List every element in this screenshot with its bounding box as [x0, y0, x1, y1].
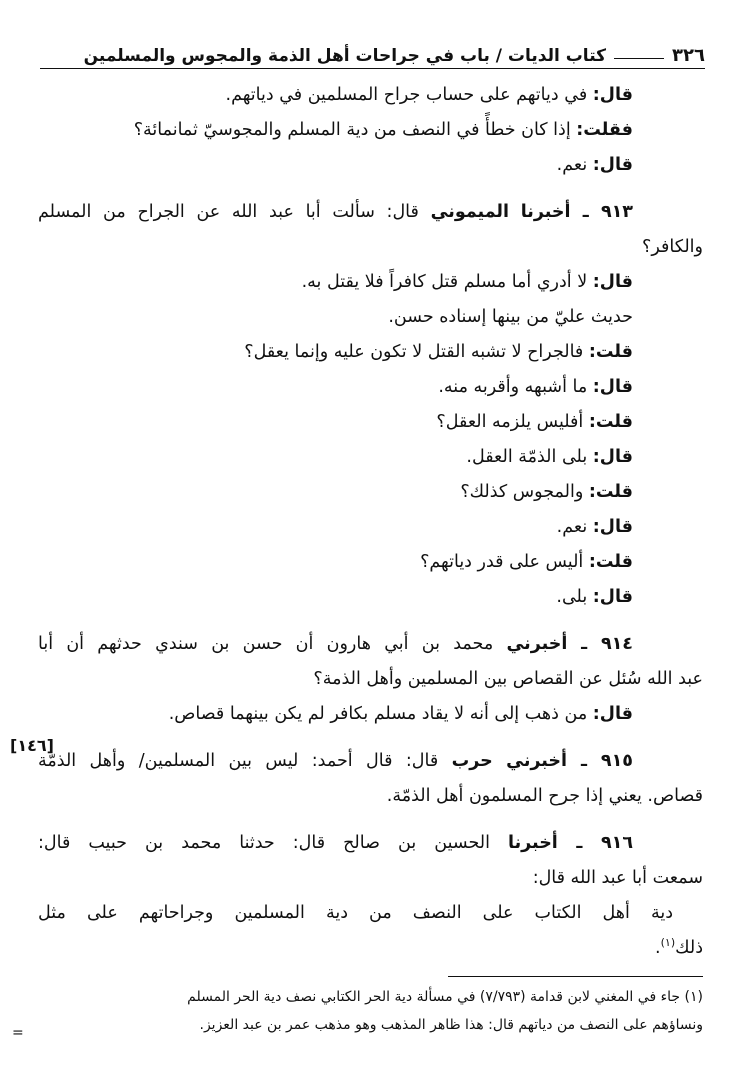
spacer	[38, 183, 703, 195]
dialog-text: حديث عليّ من بينها إسناده حسن.	[388, 307, 633, 327]
dialog-line	[38, 440, 703, 475]
hadith-text: محمد بن أبي هارون أن حسن بن سندي حدثهم أن أبا	[38, 634, 494, 654]
dialog-line	[38, 370, 703, 405]
spacer	[38, 615, 703, 627]
narrator-name: الميموني	[430, 202, 510, 222]
hadith-text: قال: سألت أبا عبد الله عن الجراح من المسلم	[38, 202, 419, 222]
spacer	[38, 814, 703, 826]
dialog-text: نعم.	[556, 517, 588, 537]
hadith-text: قصاص. يعني إذا جرح المسلمون أهل الذمّة.	[386, 786, 703, 806]
dialog-text: في دياتهم على حساب جراح المسلمين في دياتهم.	[225, 85, 588, 105]
hadith-text: قال: قال أحمد: ليس بين المسلمين/ وأهل الذمّة	[38, 751, 439, 771]
page-header	[40, 36, 705, 69]
dialog-line	[38, 78, 703, 113]
hadith-915-line2	[38, 779, 703, 814]
footnote-reference[interactable]: (١)	[660, 936, 676, 950]
dialog-line	[38, 545, 703, 580]
hadith-text: سمعت أبا عبد الله قال:	[532, 868, 703, 888]
running-title: كتاب الديات / باب في جراحات أهل الذمة والمجوس والمسلمين	[83, 46, 607, 66]
hadith-number: ٩١٤ ـ أخبرني	[506, 634, 633, 654]
dialog-text: بلى الذمّة العقل.	[466, 447, 588, 467]
speaker-label: قلت:	[588, 412, 633, 432]
page-number: ٣٢٦	[672, 45, 705, 66]
dialog-text: ما أشبهه وأقربه منه.	[438, 377, 588, 397]
speaker-label: قال:	[592, 587, 633, 607]
dialog-line	[38, 580, 703, 615]
dialog-text: أليس على قدر دياتهم؟	[420, 552, 584, 572]
hadith-916-line4	[38, 931, 703, 966]
speaker-label: قال:	[592, 85, 633, 105]
hadith-916-line3	[38, 896, 703, 931]
dialog-text: أفليس يلزمه العقل؟	[436, 412, 584, 432]
speaker-label: قلت:	[588, 342, 633, 362]
dialog-text: إذا كان خطأً في النصف من دية المسلم والمجوسيّ ثمانمائة؟	[133, 120, 571, 140]
footnote-separator	[448, 976, 703, 977]
dialog-text: لا أدري أما مسلم قتل كافراً فلا يقتل به.	[301, 272, 588, 292]
speaker-label: فقلت:	[576, 120, 633, 140]
hadith-915-line1	[38, 744, 703, 779]
footnote-line: (١) جاء في المغني لابن قدامة (٧/٧٩٣) في مسألة دية الحر الكتابي نصف دية الحر المسلم	[187, 989, 703, 1005]
dialog-text: نعم.	[556, 155, 588, 175]
dialog-line	[38, 405, 703, 440]
hadith-text: دية أهل الكتاب على النصف من دية المسلمين وجراحاتهم على مثل	[38, 903, 673, 923]
hadith-number: ٩١٣ ـ أخبرنا	[520, 202, 633, 222]
continuation-mark: =	[12, 1025, 24, 1041]
dialog-line	[38, 475, 703, 510]
hadith-913-line1	[38, 195, 703, 230]
hadith-916-line2	[38, 861, 703, 896]
footnote	[38, 983, 703, 1039]
page-body	[38, 78, 703, 966]
header-right	[84, 45, 705, 66]
hadith-number: ٩١٥ ـ أخبرني	[506, 751, 633, 771]
hadith-text: ذلك	[675, 938, 703, 958]
footnote-line: ونساؤهم على النصف من دياتهم قال: هذا ظاهر المذهب وهو مذهب عمر بن عبد العزيز.	[199, 1017, 703, 1033]
header-dash	[614, 58, 664, 59]
spacer	[38, 732, 703, 744]
dialog-text: بلى.	[556, 587, 588, 607]
dialog-text: من ذهب إلى أنه لا يقاد مسلم بكافر لم يكن بينهما قصاص.	[168, 704, 588, 724]
dialog-line	[38, 113, 703, 148]
hadith-913-line2	[38, 230, 703, 265]
dialog-line	[38, 148, 703, 183]
speaker-label: قال:	[592, 447, 633, 467]
hadith-914-line2	[38, 662, 703, 697]
speaker-label: قلت:	[588, 552, 633, 572]
narrator-name: حرب	[451, 751, 493, 771]
speaker-label: قال:	[592, 517, 633, 537]
speaker-label: قال:	[592, 377, 633, 397]
speaker-label: قال:	[592, 272, 633, 292]
dialog-text: فالجراح لا تشبه القتل لا تكون عليه وإنما يعقل؟	[244, 342, 584, 362]
dialog-line	[38, 265, 703, 300]
hadith-number: ٩١٦ ـ أخبرنا	[508, 833, 633, 853]
speaker-label: قال:	[592, 704, 633, 724]
sentence-end: .	[655, 938, 661, 958]
dialog-line	[38, 300, 703, 335]
hadith-914-line1	[38, 627, 703, 662]
speaker-label: قلت:	[588, 482, 633, 502]
hadith-text: عبد الله سُئل عن القصاص بين المسلمين وأهل الذمة؟	[313, 669, 703, 689]
dialog-line	[38, 510, 703, 545]
hadith-text: الحسين بن صالح قال: حدثنا محمد بن حبيب قال:	[38, 833, 490, 853]
dialog-text: والمجوس كذلك؟	[460, 482, 584, 502]
manuscript-folio-marker: [١٤٦]	[10, 736, 54, 755]
hadith-916-line1	[38, 826, 703, 861]
hadith-text: والكافر؟	[642, 237, 703, 257]
dialog-line	[38, 697, 703, 732]
dialog-line	[38, 335, 703, 370]
speaker-label: قال:	[592, 155, 633, 175]
